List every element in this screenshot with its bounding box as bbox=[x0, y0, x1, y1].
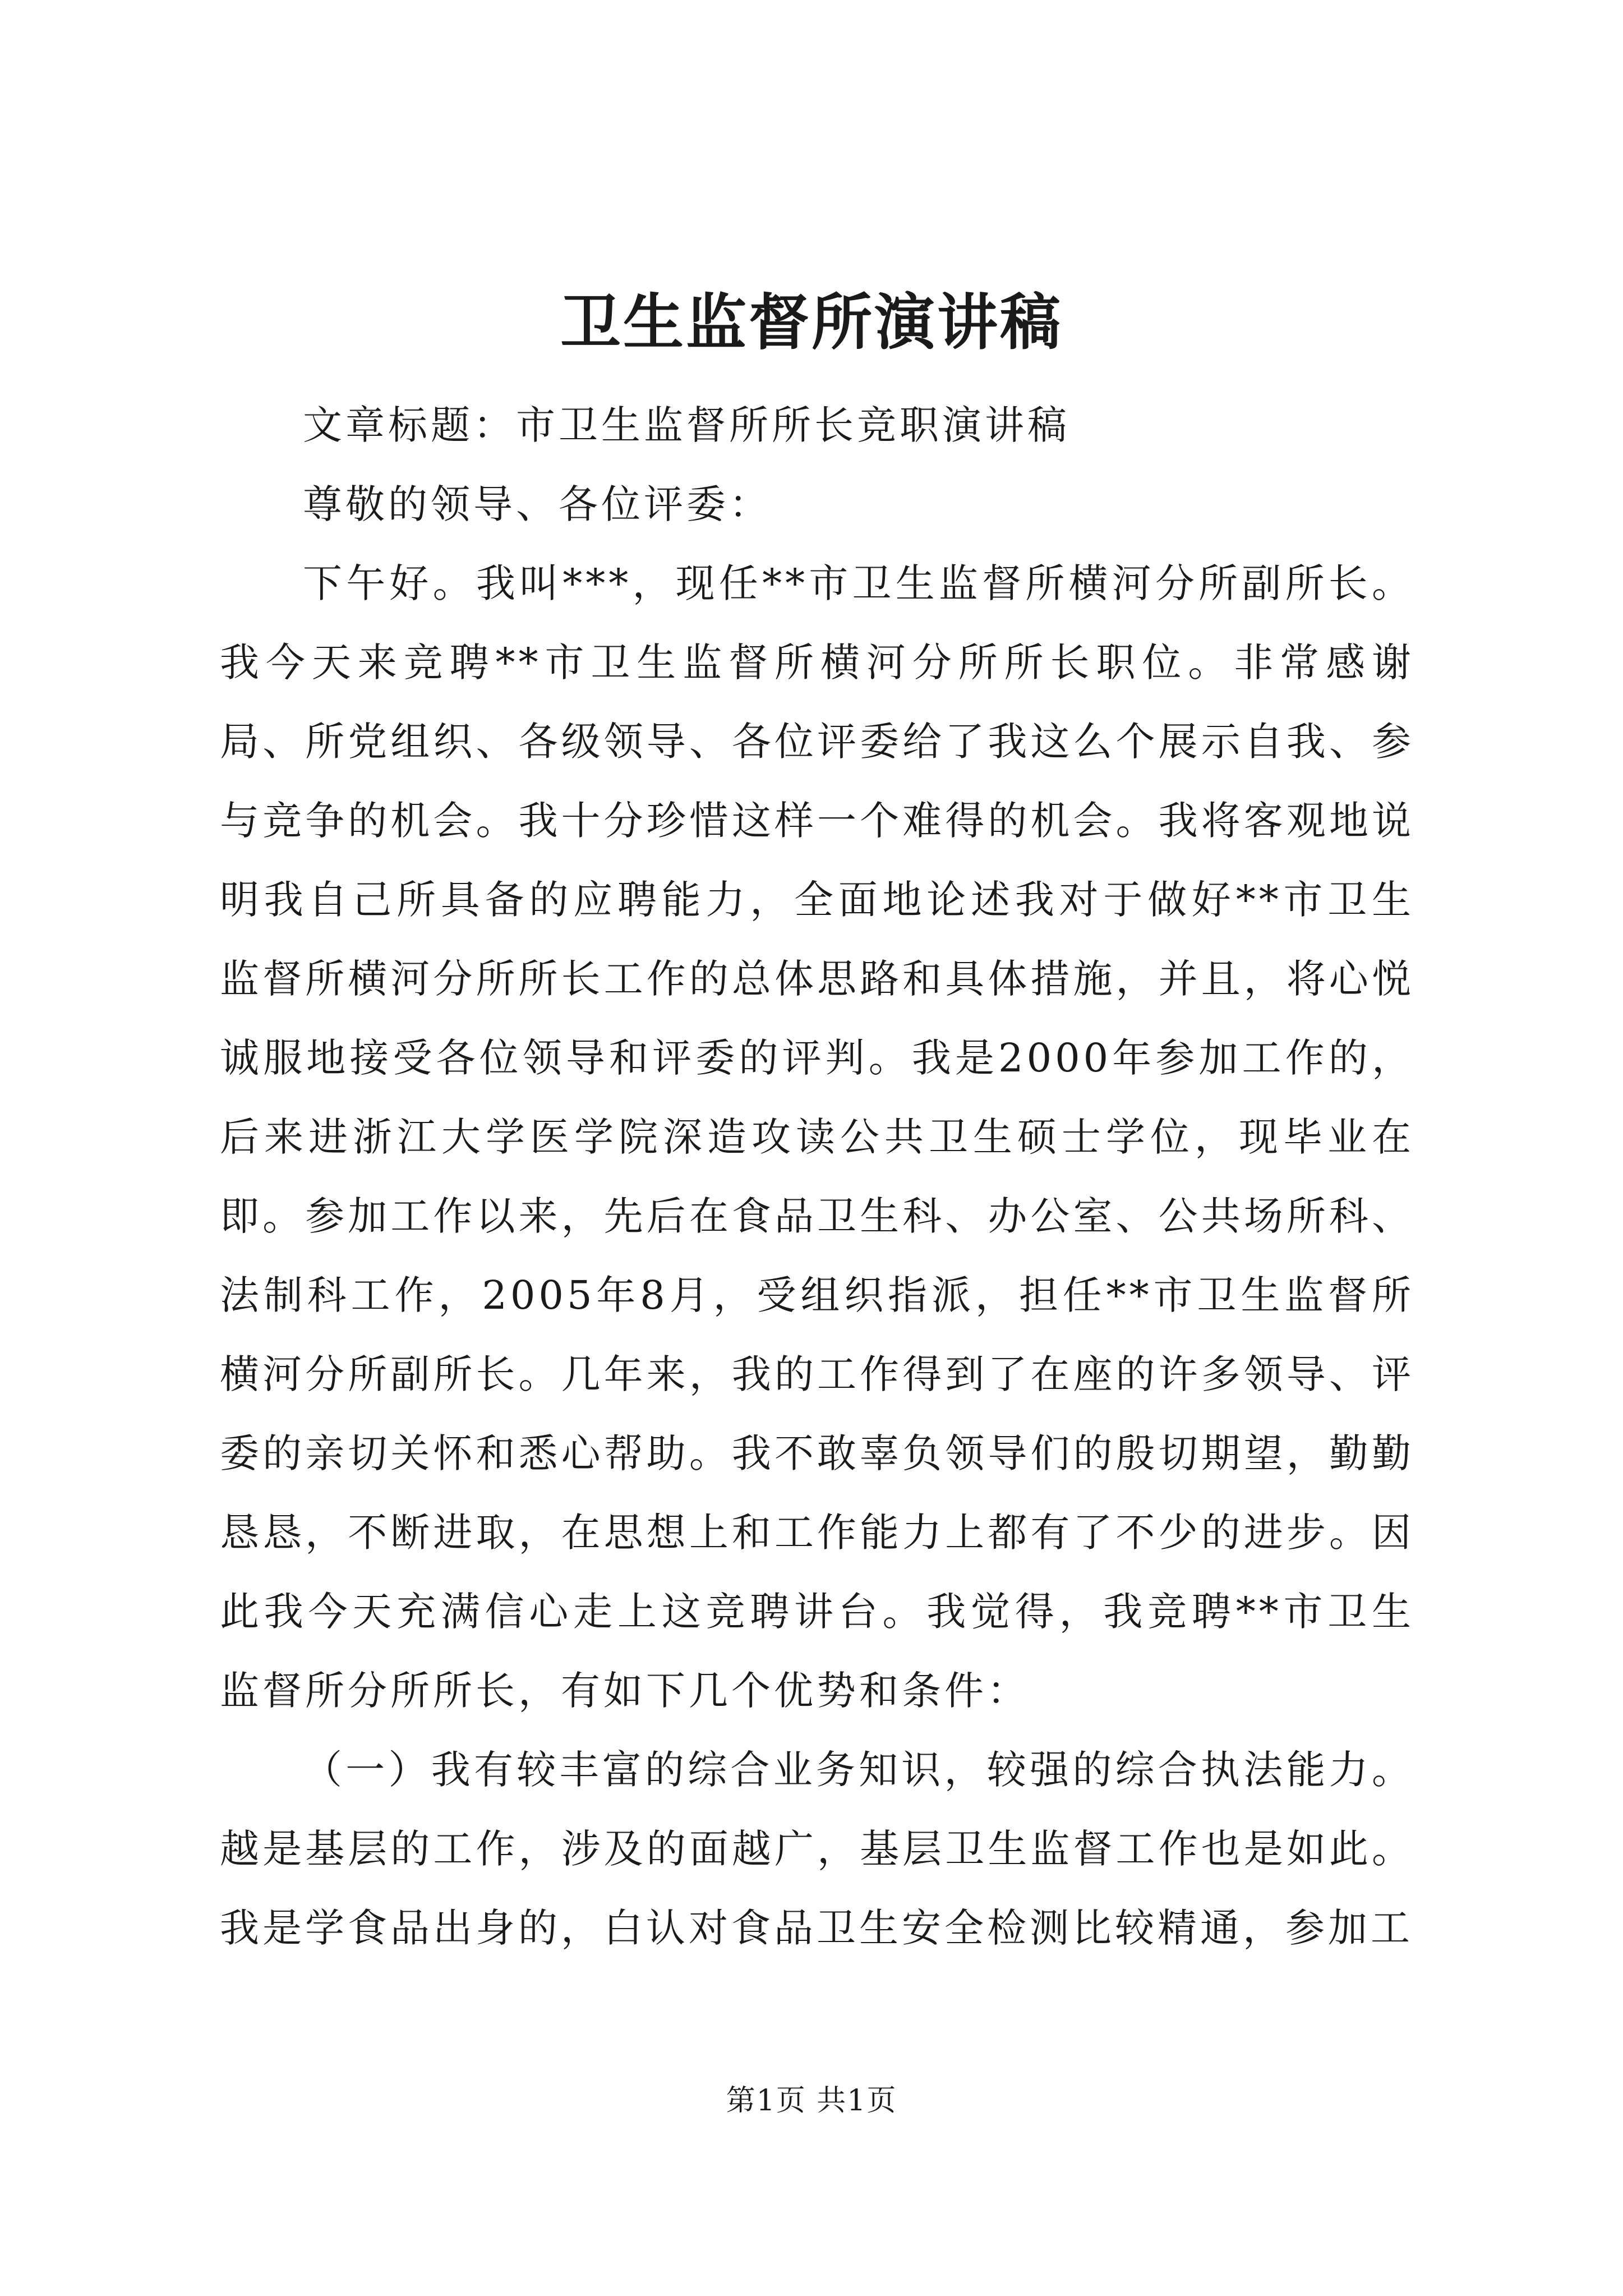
paragraph-introduction: 下午好。我叫***，现任**市卫生监督所横河分所副所长。我今天来竞聘**市卫生监督所横河分所所长职位。非常感谢局、所党组织、各级领导、各位评委给了我这么个展示自我、参与竞争的机会。我十分珍惜这样一个难得的机会。我将客观地说明我自己所具备的应聘能力，全面地论述我对于做好**市卫生监督所横河分所所长工作的总体思路和具体措施，并且，将心悦诚服地接受各位领导和评委的评判。我是2000年参加工作的，后来进浙江大学医学院深造攻读公共卫生硕士学位，现毕业在即。参加工作以来，先后在食品卫生科、办公室、公共场所科、法制科工作，2005年8月，受组织指派，担任**市卫生监督所横河分所副所长。几年来，我的工作得到了在座的许多领导、评委的亲切关怀和悉心帮助。我不敢辜负领导们的殷切期望，勤勤恳恳，不断进取，在思想上和工作能力上都有了不少的进步。因此我今天充满信心走上这竞聘讲台。我觉得，我竞聘**市卫生监督所分所所长，有如下几个优势和条件： bbox=[220, 560, 1414, 1714]
paragraph-article-title: 文章标题：市卫生监督所所长竞职演讲稿 bbox=[303, 402, 1070, 448]
page-footer: 第1页 共1页 bbox=[726, 2084, 897, 2118]
page-title: 卫生监督所演讲稿 bbox=[560, 287, 1063, 358]
paragraph-salutation: 尊敬的领导、各位评委： bbox=[303, 481, 772, 527]
paragraph-point-one: （一）我有较丰富的综合业务知识，较强的综合执法能力。越是基层的工作，涉及的面越广，基层卫生监督工作也是如此。我是学食品出身的，白认对食品卫生安全检测比较精通，参加工 bbox=[220, 1747, 1414, 1951]
document-body bbox=[220, 386, 1414, 1968]
